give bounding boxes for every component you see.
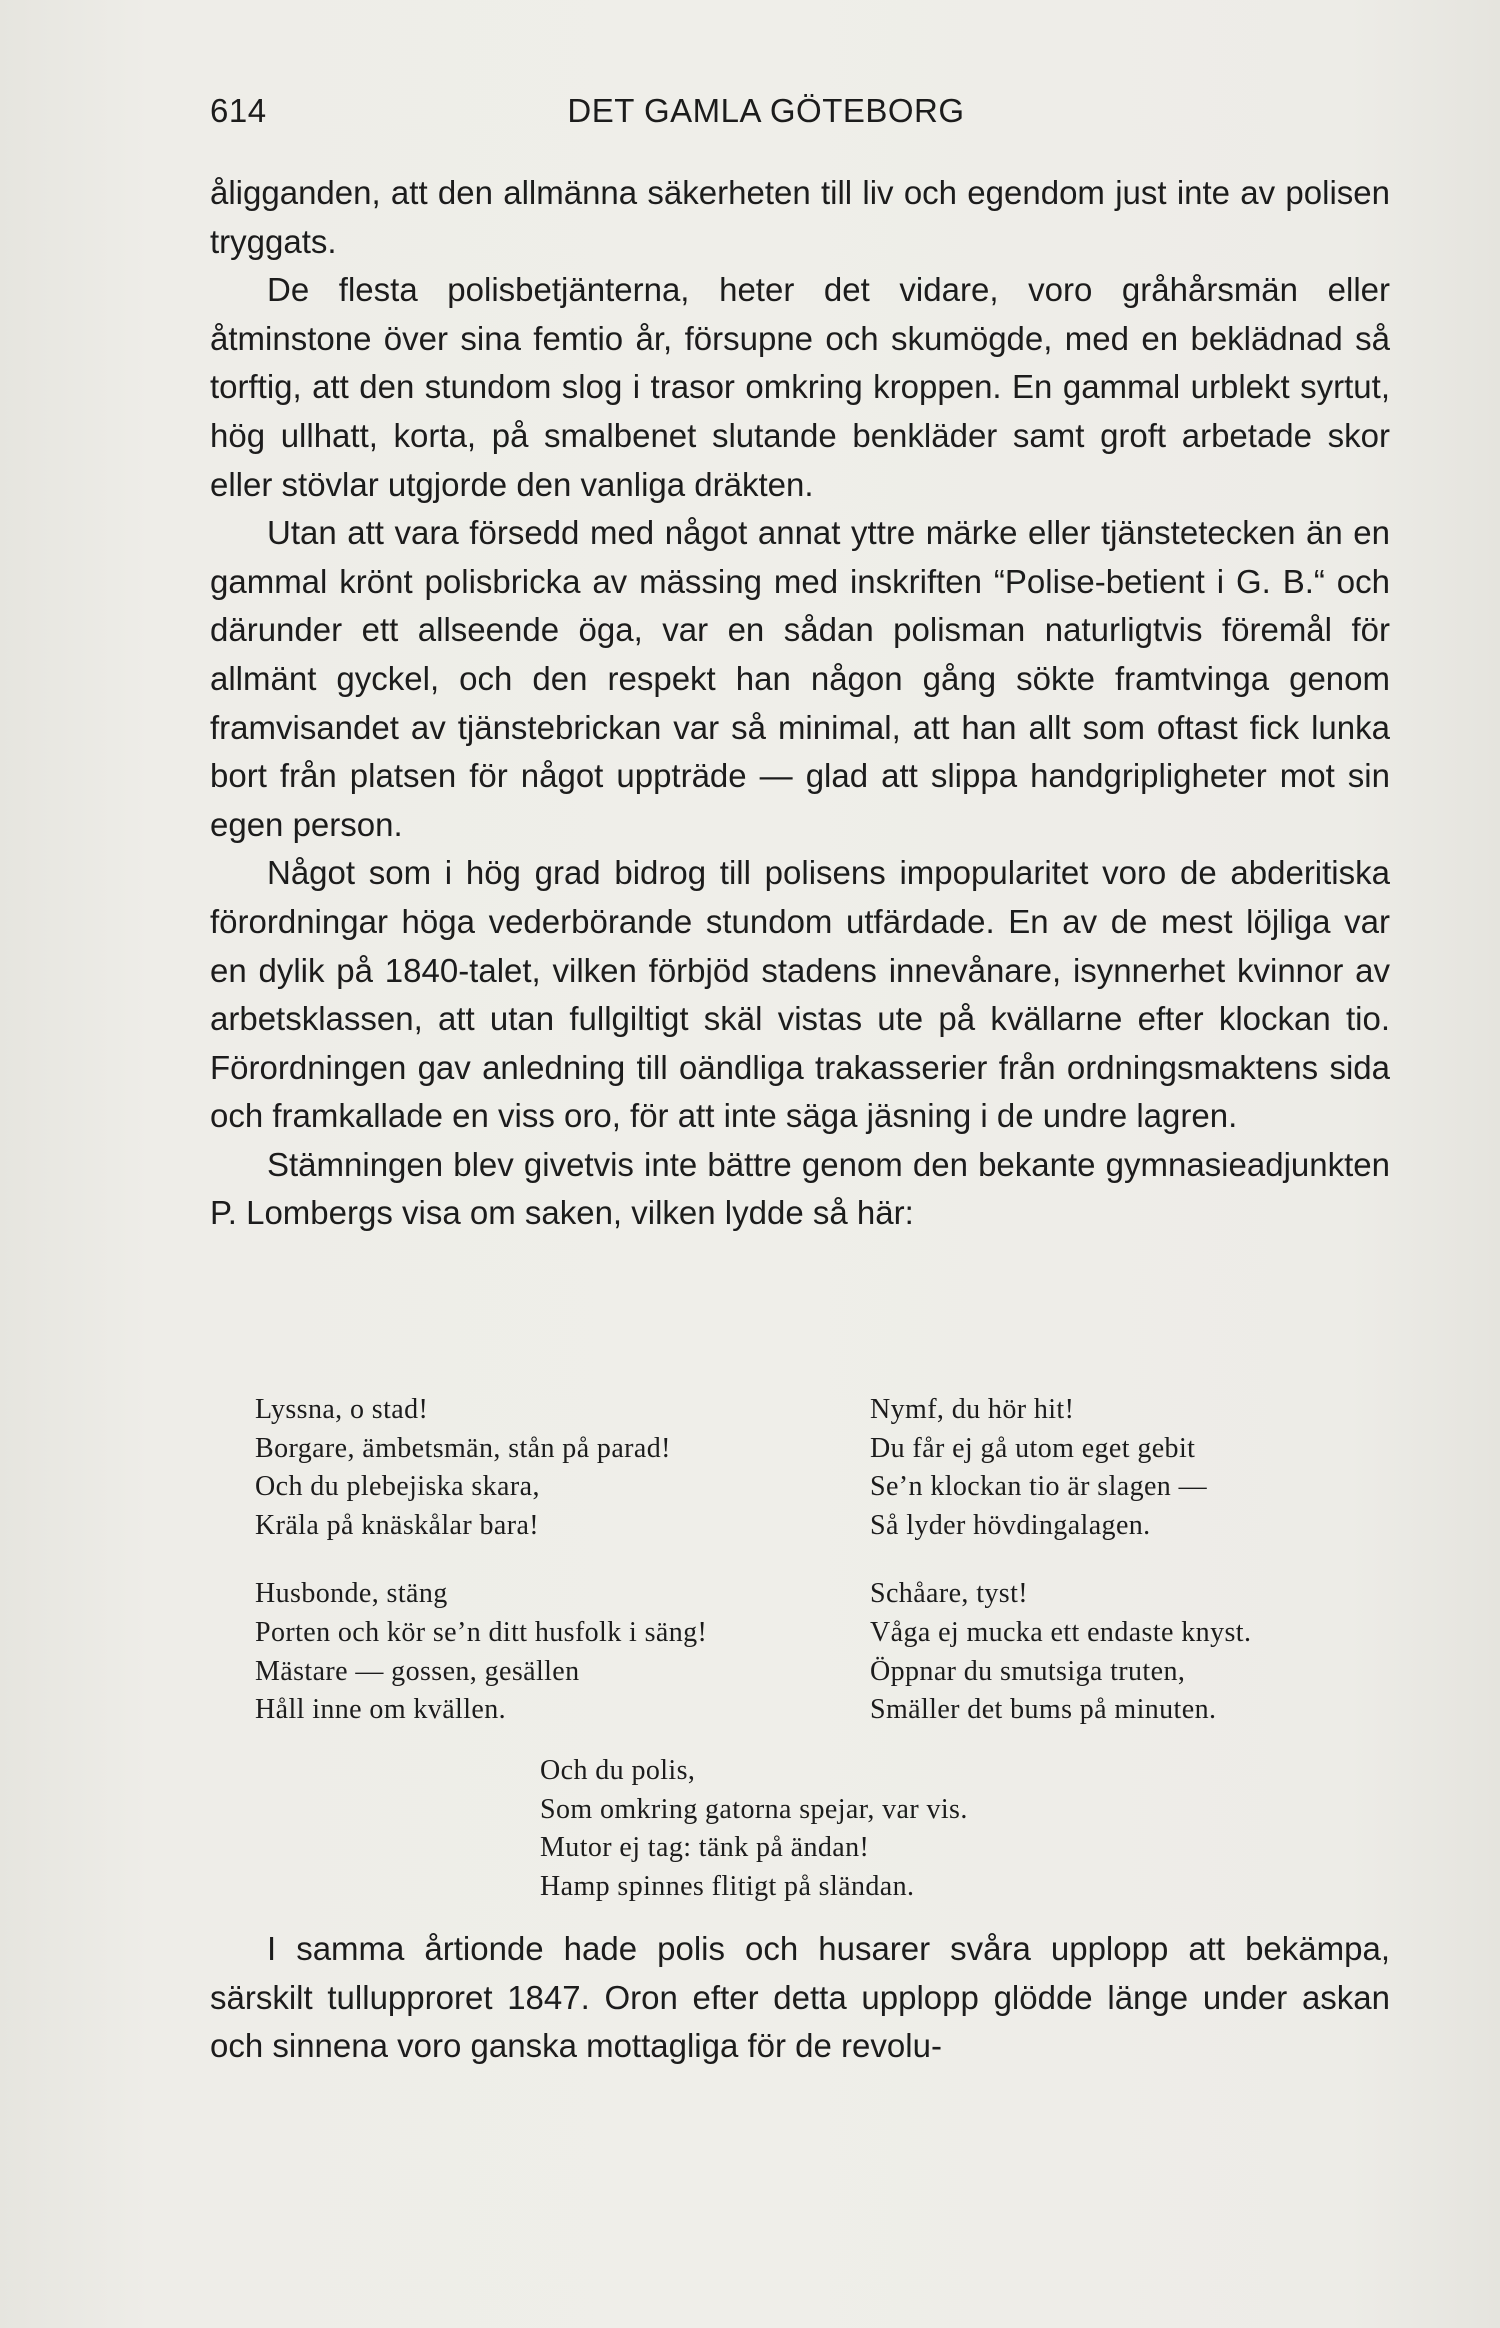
poem-line: Nymf, du hör hit! <box>870 1394 1075 1425</box>
poem-line: Borgare, ämbetsmän, stån på parad! <box>255 1432 671 1464</box>
poem-line: Öppnar du smutsiga truten, <box>870 1655 1186 1687</box>
poem-line: Mästare — gossen, gesällen <box>255 1655 580 1687</box>
poem-stanza <box>255 1575 707 1729</box>
poem-line: Och du plebejiska skara, <box>255 1471 540 1503</box>
poem-line: Och du polis, <box>540 1755 696 1786</box>
poem-line: Husbonde, stäng <box>255 1578 448 1610</box>
poem-line: Våga ej mucka ett endaste knyst. <box>870 1616 1252 1648</box>
poem-stanza <box>540 1752 968 1906</box>
poem-stanza <box>870 1575 1251 1729</box>
poem-line: Som omkring gatorna spejar, var vis. <box>540 1793 968 1825</box>
poem-stanza <box>255 1391 707 1545</box>
body-text-top <box>210 169 1390 1238</box>
page-header <box>210 92 1322 136</box>
poem-line: Lyssna, o stad! <box>255 1394 429 1425</box>
paragraph-riots: I samma årtionde hade polis och husarer svåra upplopp att bekämpa, särskilt tullupproret 1847. Oron efter detta upplopp glödde länge under askan och sinnena voro ganska mottagliga för de revolu- <box>210 1930 1390 2065</box>
paragraph-continuation: åligganden, att den allmänna säkerheten till liv och egendom just inte av polisen tryggats. <box>210 174 1390 260</box>
poem-line: Se’n klockan tio är slagen — <box>870 1471 1208 1503</box>
poem-line: Hamp spinnes flitigt på sländan. <box>540 1870 915 1902</box>
poem-line: Mutor ej tag: tänk på ändan! <box>540 1832 870 1864</box>
poem-line: Håll inne om kvällen. <box>255 1694 507 1726</box>
paragraph-police-officers: De flesta polisbetjänterna, heter det vidare, voro gråhårsmän eller åtminstone över sina femtio år, försupne och skumögde, med en beklädnad så torftig, att den stundom slog i trasor omkring kroppen. En gammal urblekt syrtut, hög ullhatt, korta, på smalbenet slutande benkläder samt groft arbetade skor eller stövlar utgjorde den vanliga dräkten. <box>210 271 1390 503</box>
poem-line: Smäller det bums på minuten. <box>870 1694 1217 1726</box>
paragraph-ordinances: Något som i hög grad bidrog till polisens impopularitet voro de abderitiska förordningar höga vederbörande stundom utfärdade. En av de mest löjliga var en dylik på 1840-talet, vilken förbjöd stadens innevånare, isynnerhet kvinnor av arbetsklassen, att utan fullgiltigt skäl vistas ute på kvällarne efter klockan tio. Förordningen gav anledning till oändliga trakasserier från ordningsmaktens sida och framkallade en viss oro, för att inte säga jäsning i de undre lagren. <box>210 854 1390 1135</box>
body-text-bottom <box>210 1925 1390 2071</box>
paragraph-police-badge: Utan att vara försedd med något annat yttre märke eller tjänstetecken än en gammal krönt polisbricka av mässing med inskriften “Polise-betient i G. B.“ och därunder ett allseende öga, var en sådan polisman naturligtvis föremål för allmänt gyckel, och den respekt han någon gång sökte framtvinga genom framvisandet av tjänstebrickan var så minimal, att han allt som oftast fick lunka bort från platsen för något uppträde — glad att slippa handgripligheter mot sin egen person. <box>210 514 1390 843</box>
page-number: 614 <box>210 92 267 129</box>
poem-final-stanza <box>540 1752 968 1936</box>
paragraph-song-intro: Stämningen blev givetvis inte bättre genom den bekante gymnasieadjunkten P. Lombergs visa om saken, vilken lydde så här: <box>210 1145 1390 1232</box>
running-title: DET GAMLA GÖTEBORG <box>567 92 965 129</box>
poem-stanza <box>870 1391 1251 1545</box>
poem-right-column <box>870 1391 1251 1760</box>
poem-left-column <box>255 1391 707 1760</box>
poem-line: Porten och kör se’n ditt husfolk i säng! <box>255 1616 708 1648</box>
poem-line: Så lyder hövdingalagen. <box>870 1509 1151 1541</box>
poem-line: Schåare, tyst! <box>870 1578 1028 1610</box>
poem-line: Du får ej gå utom eget gebit <box>870 1432 1196 1464</box>
poem-line: Kräla på knäskålar bara! <box>255 1509 539 1541</box>
